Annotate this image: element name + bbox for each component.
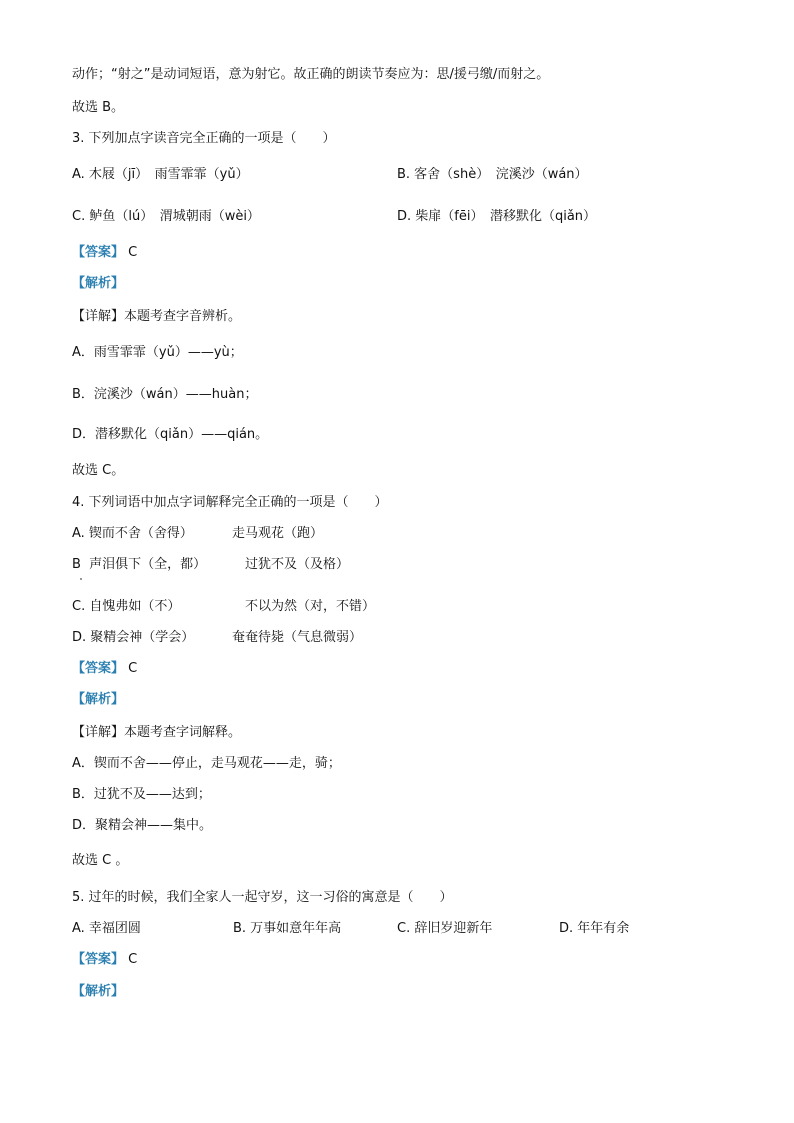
q5-analysis-label: 【解析】 bbox=[72, 984, 125, 999]
q4-conclusion: 故选 C 。 bbox=[72, 853, 129, 868]
q4-line-b: B．过犹不及——达到； bbox=[72, 787, 211, 802]
q3-analysis-label: 【解析】 bbox=[72, 276, 125, 291]
q4-option-a-2: 走马观花（跑） bbox=[232, 526, 324, 541]
q3-option-c: C. 鲈鱼（lú） 渭城朝雨（wèi） bbox=[72, 209, 260, 224]
answer-label: 【答案】 bbox=[72, 661, 125, 676]
q5-option-b: B. 万事如意年年高 bbox=[233, 921, 342, 936]
answer-value: C bbox=[128, 661, 138, 676]
q4-line-a: A．锲而不舍——停止，走马观花——走，骑； bbox=[72, 756, 341, 771]
q5-answer bbox=[72, 951, 137, 969]
q5-option-c: C. 辞旧岁迎新年 bbox=[397, 921, 493, 936]
answer-value: C bbox=[128, 952, 138, 967]
q3-line-a: A．雨雪霏霏（yǔ）——yù； bbox=[72, 345, 243, 360]
q3-detail: 【详解】本题考查字音辨析。 bbox=[72, 309, 242, 324]
q4-stem: 4. 下列词语中加点字词解释完全正确的一项是（ ） bbox=[72, 495, 388, 510]
q4-option-d-2: 奄奄待毙（气息微弱） bbox=[232, 630, 363, 645]
q3-option-b: B. 客舍（shè） 浣溪沙（wán） bbox=[397, 167, 588, 182]
q4-detail: 【详解】本题考查字词解释。 bbox=[72, 725, 242, 740]
q3-option-d: D. 柴扉（fēi） 潜移默化（qiǎn） bbox=[397, 209, 597, 224]
q5-option-d: D. 年年有余 bbox=[559, 921, 630, 936]
q3-line-d: D．潜移默化（qiǎn）——qián。 bbox=[72, 427, 269, 442]
answer-value: C bbox=[128, 245, 138, 260]
q3-line-b: B．浣溪沙（wán）——huàn； bbox=[72, 387, 258, 402]
q4-option-d-1: D. 聚精会神（学会） bbox=[72, 630, 195, 645]
q5-stem: 5. 过年的时候，我们全家人一起守岁，这一习俗的寓意是（ ） bbox=[72, 890, 453, 905]
q5-option-a: A. 幸福团圆 bbox=[72, 921, 141, 936]
answer-label: 【答案】 bbox=[72, 245, 125, 260]
q4-answer bbox=[72, 660, 137, 678]
intro-conclusion: 故选 B。 bbox=[72, 100, 125, 115]
q3-stem: 3. 下列加点字读音完全正确的一项是（ ） bbox=[72, 131, 336, 146]
q4-option-b-2: 过犹不及（及格） bbox=[245, 557, 350, 572]
stray-dot bbox=[80, 578, 82, 580]
q4-option-c-1: C. 自愧弗如（不） bbox=[72, 599, 181, 614]
q4-line-d: D．聚精会神——集中。 bbox=[72, 818, 213, 833]
q3-option-a: A. 木屐（jī） 雨雪霏霏（yǔ） bbox=[72, 167, 249, 182]
q4-option-b-1: B 声泪俱下（全，都） bbox=[72, 557, 207, 572]
intro-line: 动作；“射之”是动词短语，意为射它。故正确的朗读节奏应为：思/援弓缴/而射之。 bbox=[72, 67, 550, 82]
q4-analysis-label: 【解析】 bbox=[72, 692, 125, 707]
q3-answer bbox=[72, 244, 137, 262]
q4-option-a-1: A. 锲而不舍（舍得） bbox=[72, 526, 193, 541]
q3-conclusion: 故选 C。 bbox=[72, 463, 125, 478]
q4-option-c-2: 不以为然（对，不错） bbox=[245, 599, 376, 614]
answer-label: 【答案】 bbox=[72, 952, 125, 967]
